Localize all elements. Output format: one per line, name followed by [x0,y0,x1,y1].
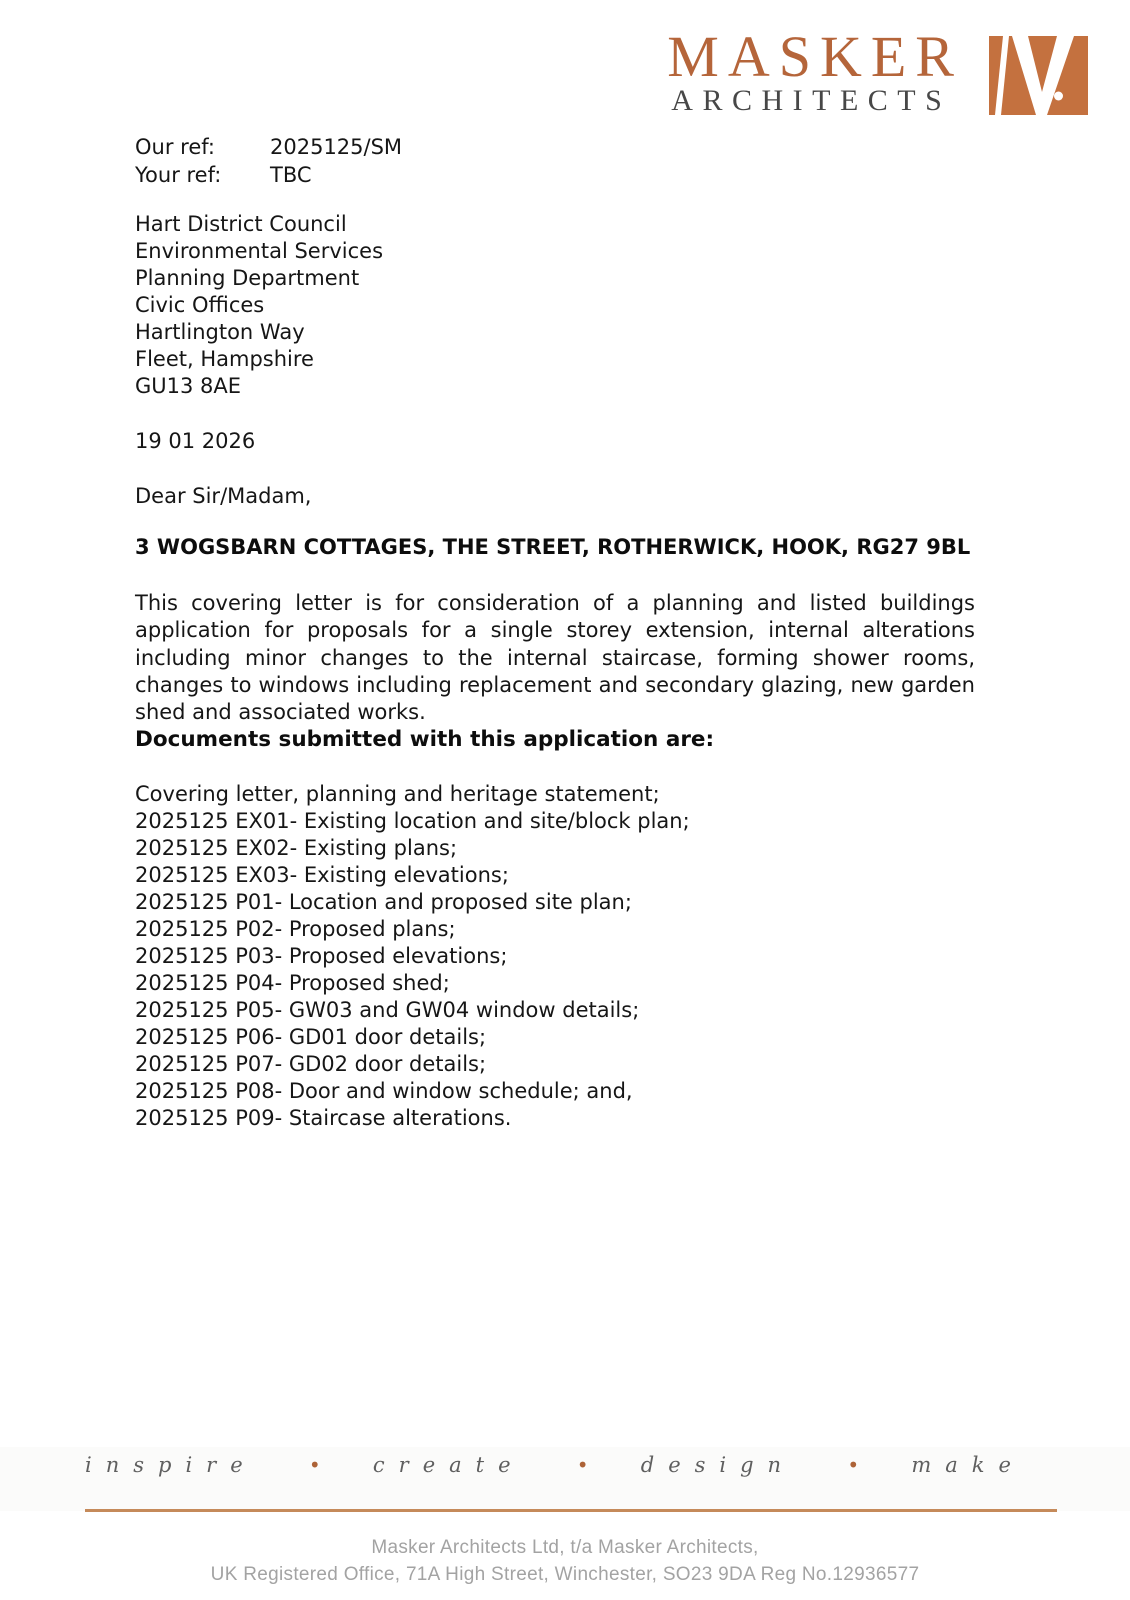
salutation: Dear Sir/Madam, [135,484,312,508]
document-item: 2025125 EX03- Existing elevations; [135,863,509,887]
recipient-address [135,211,383,400]
tagline-dot-icon: • [847,1453,860,1477]
document-item: 2025125 P04- Proposed shed; [135,971,450,995]
company-registration [0,1534,1130,1588]
logo-subtitle: ARCHITECTS [671,84,952,117]
our-ref-label: Our ref: [135,135,215,159]
tagline-dot-icon: • [576,1453,589,1477]
your-ref-label: Your ref: [135,163,222,187]
document-item: 2025125 EX01- Existing location and site/block plan; [135,809,690,833]
body-paragraph: This covering letter is for consideration of a planning and listed buildings application for proposals for a single storey extension, internal alterations including minor changes to the internal staircase, forming shower rooms, changes to windows including replacement and secondary glazing, new garden shed and associated works. [135,591,975,725]
document-item: 2025125 EX02- Existing plans; [135,836,458,860]
address-line: Environmental Services [135,239,384,263]
tagline-dot-icon: • [308,1453,321,1477]
our-ref-row [135,133,402,161]
address-line: Civic Offices [135,293,265,317]
logo-wordmark: MASKER [667,24,963,89]
tagline-word: inspire [85,1453,257,1477]
address-line: Hart District Council [135,212,347,236]
document-item: 2025125 P08- Door and window schedule; and, [135,1079,633,1103]
your-ref-row [135,161,402,189]
documents-heading: Documents submitted with this application are: [135,727,715,752]
document-item: 2025125 P02- Proposed plans; [135,917,456,941]
document-item: 2025125 P07- GD02 door details; [135,1052,487,1076]
document-item: 2025125 P05- GW03 and GW04 window details; [135,998,640,1022]
our-ref-value: 2025125/SM [270,135,403,159]
masker-monogram-icon [989,36,1088,115]
document-item: 2025125 P06- GD01 door details; [135,1025,487,1049]
address-line: GU13 8AE [135,374,242,398]
logo-wordmark-block [667,24,963,117]
document-item: 2025125 P09- Staircase alterations. [135,1106,512,1130]
footer-rule [85,1509,1057,1512]
tagline-word: design [640,1453,796,1477]
letter-date: 19 01 2026 [135,429,256,453]
footer-tagline [85,1448,1025,1482]
address-line: Planning Department [135,266,360,290]
document-item: Covering letter, planning and heritage statement; [135,782,660,806]
your-ref-value: TBC [270,163,312,187]
subject-line: 3 WOGSBARN COTTAGES, THE STREET, ROTHERWICK, HOOK, RG27 9BL [135,535,971,559]
reference-block [135,133,402,189]
company-line: UK Registered Office, 71A High Street, Winchester, SO23 9DA Reg No.12936577 [210,1564,920,1585]
tagline-word: make [911,1453,1025,1477]
company-line: Masker Architects Ltd, t/a Masker Architects, [371,1537,759,1558]
tagline-word: create [372,1453,525,1477]
address-line: Fleet, Hampshire [135,347,314,371]
address-line: Hartlington Way [135,320,305,344]
documents-list [135,781,690,1132]
document-item: 2025125 P01- Location and proposed site plan; [135,890,632,914]
company-logo [667,24,1088,117]
document-item: 2025125 P03- Proposed elevations; [135,944,508,968]
